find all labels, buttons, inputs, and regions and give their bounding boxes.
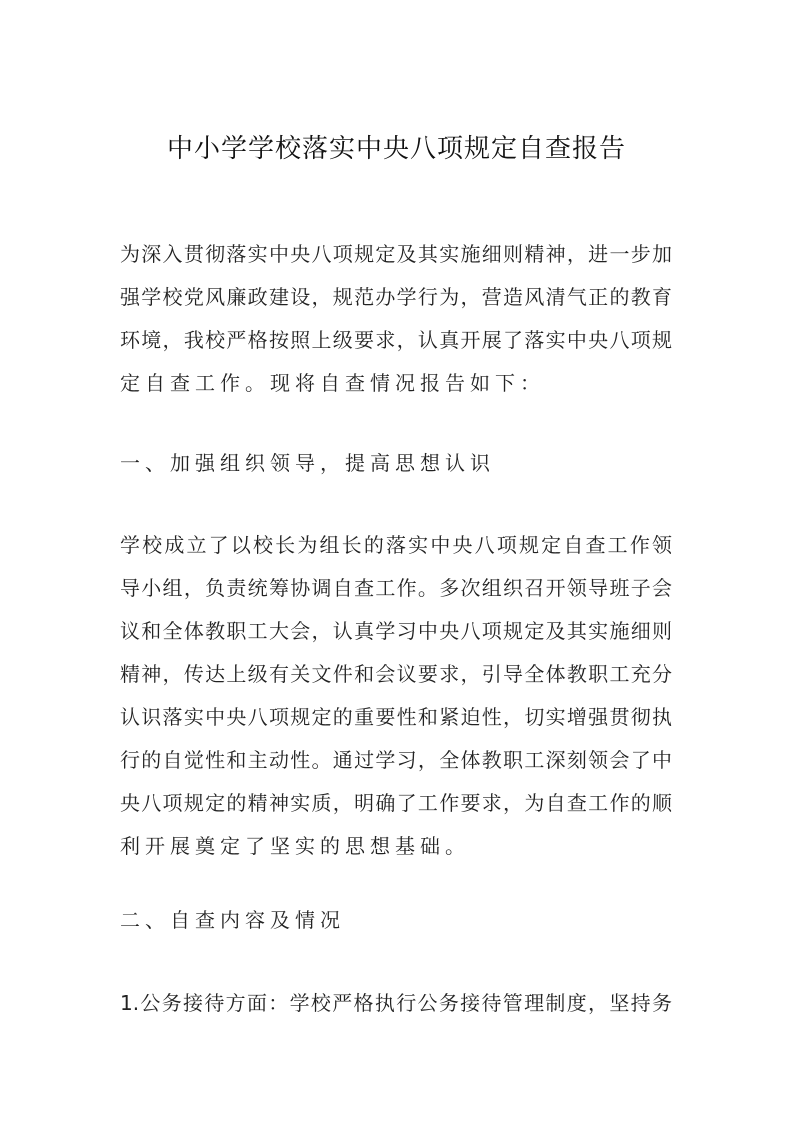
- intro-line: 强学校党风廉政建设，规范办学行为，营造风清气正的教育: [120, 285, 672, 309]
- section-1-line: 学校成立了以校长为组长的落实中央八项规定自查工作领: [120, 533, 672, 557]
- intro-line: 定自查工作。现将自查情况报告如下：: [120, 371, 545, 395]
- section-1-line: 利开展奠定了坚实的思想基础。: [120, 834, 470, 858]
- section-1-line: 央八项规定的精神实质，明确了工作要求，为自查工作的顺: [120, 791, 672, 815]
- section-2-heading: 二、自查内容及情况: [120, 908, 345, 932]
- section-1-line: 精神，传达上级有关文件和会议要求，引导全体教职工充分: [120, 662, 672, 686]
- document-title: 中小学学校落实中央八项规定自查报告: [166, 134, 626, 164]
- section-1-line: 行的自觉性和主动性。通过学习，全体教职工深刻领会了中: [120, 748, 672, 772]
- section-1-line: 导小组，负责统筹协调自查工作。多次组织召开领导班子会: [120, 576, 672, 600]
- section-1-line: 认识落实中央八项规定的重要性和紧迫性，切实增强贯彻执: [120, 705, 672, 729]
- section-2-line: 1.公务接待方面：学校严格执行公务接待管理制度，坚持务: [120, 991, 672, 1015]
- section-1-line: 议和全体教职工大会，认真学习中央八项规定及其实施细则: [120, 619, 672, 643]
- intro-line: 为深入贯彻落实中央八项规定及其实施细则精神，进一步加: [120, 242, 672, 266]
- section-1-heading: 一、加强组织领导，提高思想认识: [120, 451, 495, 475]
- intro-line: 环境，我校严格按照上级要求，认真开展了落实中央八项规: [120, 328, 672, 352]
